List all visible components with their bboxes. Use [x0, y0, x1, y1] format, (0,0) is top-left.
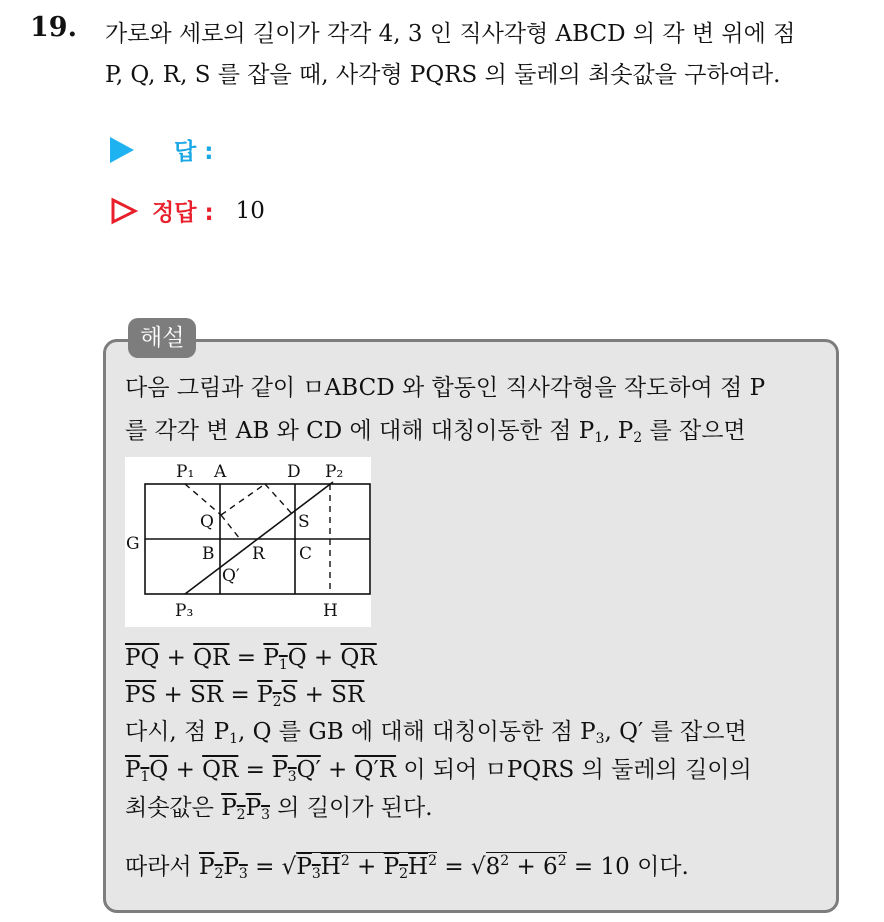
problem-text-line2: P, Q, R, S 를 잡을 때, 사각형 PQRS 의 둘레의 최솟값을 구하여라. — [105, 62, 781, 88]
label-p2: P₂ — [325, 462, 344, 482]
label-g: G — [126, 534, 140, 554]
label-b: B — [202, 544, 215, 564]
problem-text — [105, 14, 875, 96]
label-r: R — [252, 544, 265, 564]
rectangle-reflection-diagram — [125, 457, 371, 627]
label-h: H — [323, 601, 338, 621]
label-s: S — [298, 512, 310, 532]
equation-line1: $\overline{PQ} + \overline{QR} = P_1Q + \overline{QR}$ — [125, 645, 377, 673]
answer-label: 답 : — [174, 139, 214, 165]
answer-row — [110, 133, 213, 166]
outline-arrow-icon — [110, 197, 138, 225]
label-q: Q — [200, 512, 214, 532]
solution-label: 정답 : — [152, 200, 214, 226]
geometry-figure — [125, 457, 371, 627]
label-p1: P₁ — [176, 462, 195, 482]
explanation-line2: 를 각각 변 AB 와 CD 에 대해 대칭이동한 점 $P_1$, $P_2$ 를 잡으면 — [125, 418, 746, 446]
explanation-line7: 최솟값은 $P_2P_3$ 의 길이가 된다. — [125, 795, 433, 823]
label-q-prime: Q′ — [222, 566, 240, 586]
problem-text-line1: 가로와 세로의 길이가 각각 4, 3 인 직사각형 ABCD 의 각 변 위에 점 — [105, 21, 796, 47]
label-c: C — [299, 544, 313, 564]
label-a: A — [214, 462, 227, 482]
explanation-line1: 다음 그림과 같이 ㅁABCD 와 합동인 직사각형을 작도하여 점 P — [125, 375, 766, 401]
explanation-line6: $P_1Q + \overline{QR} = P_3Q' + Q'R$ 이 되어 ㅁPQRS 의 둘레의 길이의 — [125, 757, 752, 785]
explanation-tag: 해설 — [128, 318, 196, 358]
explanation-line8: 따라서 $P_2P_3 = √P_3H^2 + P_2H^2 = √8^2 + 6^2 = 10$ 이다. — [125, 853, 689, 882]
play-arrow-icon — [110, 137, 134, 163]
label-d: D — [287, 462, 301, 482]
explanation-line5: 다시, 점 $P_1$, Q 를 GB 에 대해 대칭이동한 점 $P_3$, Q′ 를 잡으면 — [125, 719, 747, 747]
label-p3: P₃ — [175, 601, 194, 621]
equation-line2: $\overline{PS} + \overline{SR} = P_2S + \overline{SR}$ — [125, 682, 365, 710]
problem-number: 19. — [30, 12, 77, 43]
solution-row — [110, 194, 265, 227]
solution-value: 10 — [235, 197, 265, 224]
